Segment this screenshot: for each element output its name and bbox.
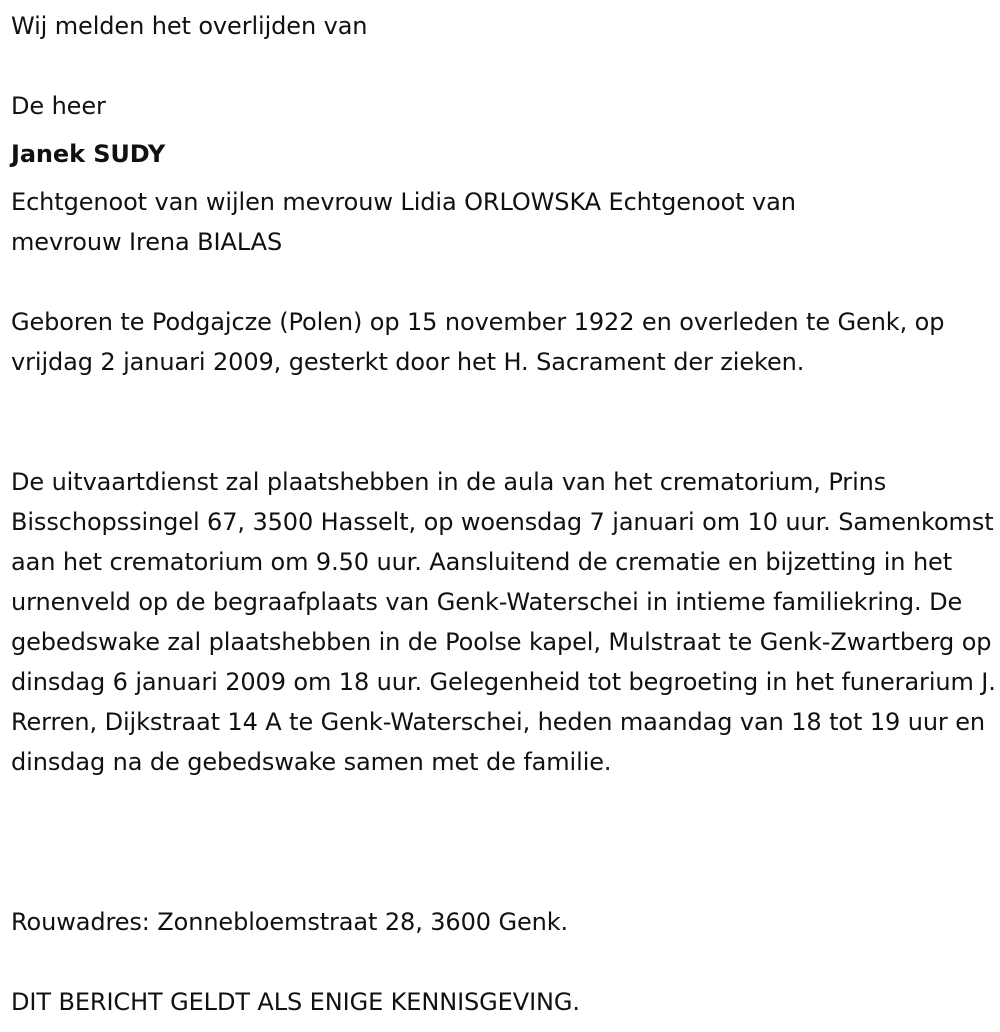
funeral-service-info: De uitvaartdienst zal plaatshebben in de aula van het crematorium, Prins Bisschopssingel 67, 3500 Hasselt, op woensdag 7 januari om 10 uur. Samenkomst aan het crematorium om 9.50 uur. Aansluitend de crematie en bijzetting in het urnenveld op de begraafplaats van Genk-Waterschei in intieme familiekring. De gebedswake zal plaatshebben in de Poolse kapel, Mulstraat te Genk-Zwartberg op dinsdag 6 januari 2009 om 18 uur. Gelegenheid tot begroeting in het funerarium J. Rerren, Dijkstraat 14 A te Genk-Waterschei, heden maandag van 18 tot 19 uur en dinsdag na de gebedswake samen met de familie. bbox=[11, 468, 996, 776]
honorific: De heer bbox=[11, 92, 106, 120]
deceased-name: Janek SUDY bbox=[11, 140, 166, 168]
birth-death-info: Geboren te Podgajcze (Polen) op 15 november 1922 en overleden te Genk, op vrijdag 2 januari 2009, gesterkt door het H. Sacrament der zieken. bbox=[11, 308, 945, 376]
spouse-info: Echtgenoot van wijlen mevrouw Lidia ORLOWSKA Echtgenoot van mevrouw Irena BIALAS bbox=[11, 188, 796, 256]
closing-notice: DIT BERICHT GELDT ALS ENIGE KENNISGEVING. bbox=[11, 988, 580, 1016]
mourning-address: Rouwadres: Zonnebloemstraat 28, 3600 Genk. bbox=[11, 908, 569, 936]
intro-text: Wij melden het overlijden van bbox=[11, 12, 368, 40]
